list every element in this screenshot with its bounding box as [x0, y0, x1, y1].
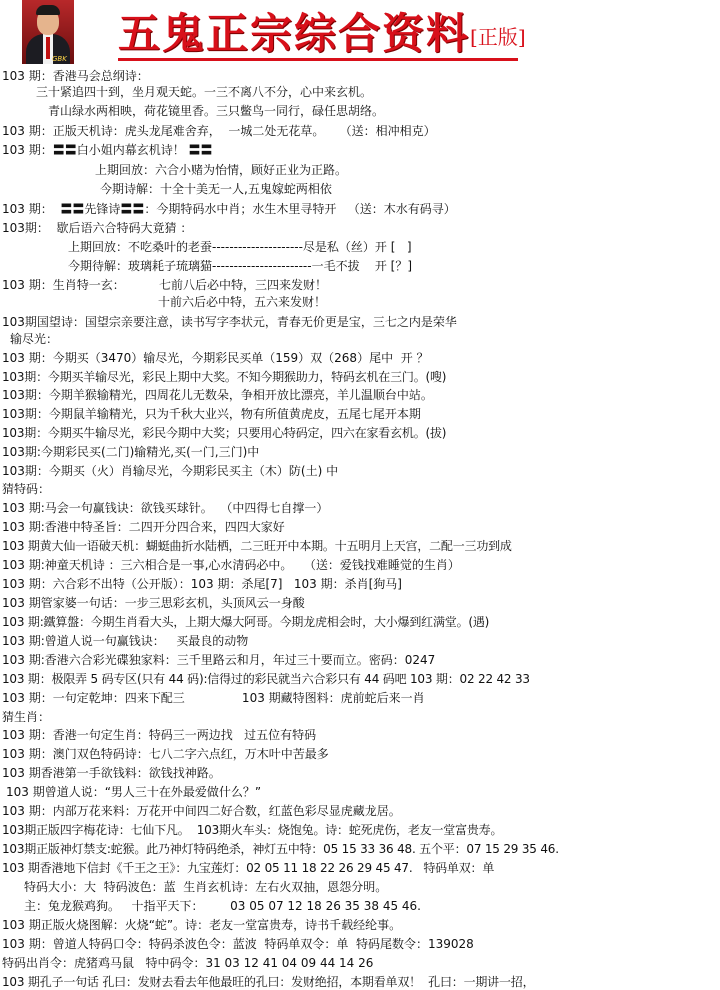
text-line: 103期正版四字梅花诗：七仙下凡。 103期火车头：烧饱兔。诗：蛇死虎伤，老友一堂富贵寿。 [2, 823, 503, 837]
text-line: 103期：今期鼠羊输精光，只为千秋大业兴，物有所值黄虎皮，五尾七尾开本期 [2, 407, 421, 421]
text-line: 103 期：〓〓白小姐内幕玄机诗！ 〓〓 [2, 143, 213, 157]
text-line: 103 期黄大仙一语破天机：蝴蜓曲折水陆栖，二三旺开中本期。十五明月上天宫，二配一三功到成 [2, 539, 512, 553]
text-line: 103 期：一句定乾坤：四来下配三 103 期藏特图料：虎前蛇后来一肖 [2, 691, 425, 705]
text-line: 103 期:香港六合彩光碟独家料：三千里路云和月，年过三十要而立。密码：0247 [2, 653, 436, 667]
text-line: 103 期曾道人说：“男人三十在外最爱做什么？” [6, 785, 262, 799]
text-line: 三十紧追四十到，坐月观天蛇。一三不离八不分，心中来玄机。 [36, 85, 373, 99]
text-line: 103期国望诗：国望宗亲要注意，读书写字李状元，青春无价更是宝，三七之内是荣华 [2, 315, 457, 329]
text-line: 主：兔龙猴鸡狗。 十指平天下： 03 05 07 12 18 26 35 38 45 46. [24, 899, 421, 913]
text-line: 103 期正版火烧图解：火烧“蛇”。诗：老友一堂富贵寿，诗书千载经纶事。 [2, 918, 402, 932]
text-line: 青山绿水两相映，荷花镜里香。三只鳖鸟一同行，碌任思胡络。 [48, 104, 385, 118]
text-line: 上期回放：六合小赌为怡情，顾好正业为正路。 [95, 163, 348, 177]
text-line: 103 期：极限弄 5 码专区(只有 44 码):信得过的彩民就当六合彩只有 44 码吧 103 期：02 22 42 33 [2, 672, 530, 686]
text-line: 103 期香港地下信封《千王之王》：九宝莲灯：02 05 11 18 22 26 29 45 47. 特码单双：单 [2, 861, 495, 875]
text-line: 103 期:鐵算盤：今期生肖看大头，上期大爆大阿哥。今期龙虎相会时，大小爆到红满堂。(遇) [2, 615, 490, 629]
text-line: 103 期：六合彩不出特（公开版）：103 期：杀尾[7] 103 期：杀肖[狗马] [2, 577, 402, 591]
text-line: 103 期:马会一句赢钱诀：欲钱买球针。 （中四得七自撑一） [2, 501, 329, 515]
text-line: 103 期：今期买（3470）输尽光，今期彩民买单（159）双（268）尾中 开 ？ [2, 351, 429, 365]
text-line: 103 期:香港中特圣旨：二四开分四合来，四四大家好 [2, 520, 285, 534]
text-line: 103 期管家婆一句话：一步三思彩玄机，头顶风云一身酸 [2, 596, 305, 610]
text-line: 103期：今期买牛输尽光，彩民今期中大奖；只要用心特码定，四六在家看玄机。(拔) [2, 426, 447, 440]
text-line: 输尽光： [10, 332, 59, 346]
text-line: 103期正版神灯禁支:蛇猴。此乃神灯特码绝杀，神灯五中特：05 15 33 36 48. 五个平：07 15 29 35 46. [2, 842, 559, 856]
text-line: 103 期香港第一手欲钱料：欲钱找神路。 [2, 766, 221, 780]
text-line: 103 期孔子一句话 孔曰：发财去看去年他最旺的孔曰：发财绝招，本期看单双！ 孔曰：一期讲一招， [2, 975, 535, 989]
text-line: 特码大小：大 特码波色：蓝 生肖玄机诗：左右火双抽，恩怨分明。 [24, 880, 388, 894]
avatar [22, 0, 74, 64]
page-title [118, 8, 526, 63]
text-line: 十前六后必中特，五六来发财！ [158, 295, 327, 309]
text-line: 103 期：生肖特一玄： 七前八后必中特，三四来发财！ [2, 278, 328, 292]
text-line: 103 期：澳门双色特码诗：七八二字六点红，万木叶中苦最多 [2, 747, 329, 761]
page-header [0, 0, 720, 68]
text-line: 103 期:曾道人说一句赢钱诀： 买最良的动物 [2, 634, 249, 648]
text-line: 特码出肖令：虎猪鸡马鼠 特中码令：31 03 12 41 04 09 44 14 26 [2, 956, 374, 970]
text-line: 103 期：曾道人特码口令：特码杀波色令：蓝波 特码单双令：单 特码尾数令：139028 [2, 937, 474, 951]
text-line: 103期:今期彩民买(二门)输精光,买(一门,三门)中 [2, 445, 260, 459]
text-line: 103期：今期买羊输尽光，彩民上期中大奖。不知今期猴助力，特码玄机在三门。(嗖) [2, 370, 447, 384]
text-line: 103 期： 〓〓先锋诗〓〓：今期特码水中肖；水生木里寻特开 （送：木水有码寻） [2, 202, 456, 216]
avatar-tag: GBK [52, 55, 67, 63]
text-line: 103期：今期羊猴输精光，四周花儿无数朵，争相开放比漂亮，羊儿温顺台中站。 [2, 388, 433, 402]
text-line: 103期：今期买（火）肖输尽光，今期彩民买主（木）防(土) 中 [2, 464, 339, 478]
text-line: 猜特码： [2, 482, 51, 496]
text-line: 103 期：内部万花来料：万花开中间四二好合数，红蓝色彩尽显虎藏龙居。 [2, 804, 401, 818]
text-line: 103 期:神童天机诗 ：三六相合是一事,心水清码必中。 （送：爱钱找难睡觉的生肖） [2, 558, 460, 572]
text-line: 上期回放：不吃桑叶的老蚕---------------------尽是私（丝）开 [ ] [68, 240, 412, 254]
title-underline [118, 58, 518, 61]
page-title-text: 五鬼正宗综合资料 [118, 9, 471, 58]
text-line: 103 期：香港马会总纲诗： [2, 69, 149, 83]
text-line: 猜生肖： [2, 710, 51, 724]
text-line: 103期： 歇后语六合特码大竟猜 ： [2, 221, 193, 235]
text-line: 103 期：香港一句定生肖：特码三一两边找 过五位有特码 [2, 728, 317, 742]
text-line: 今期待解：玻璃耗子琉璃猫-----------------------一毛不拔 开 [？] [68, 259, 413, 273]
text-line: 今期诗解：十全十美无一人,五鬼嫁蛇两相依 [100, 182, 332, 196]
edition-badge: [正版] [470, 25, 526, 49]
text-line: 103 期：正版天机诗：虎头龙尾难舍弃， 一城二处无花草。 （送：相冲相克） [2, 124, 436, 138]
